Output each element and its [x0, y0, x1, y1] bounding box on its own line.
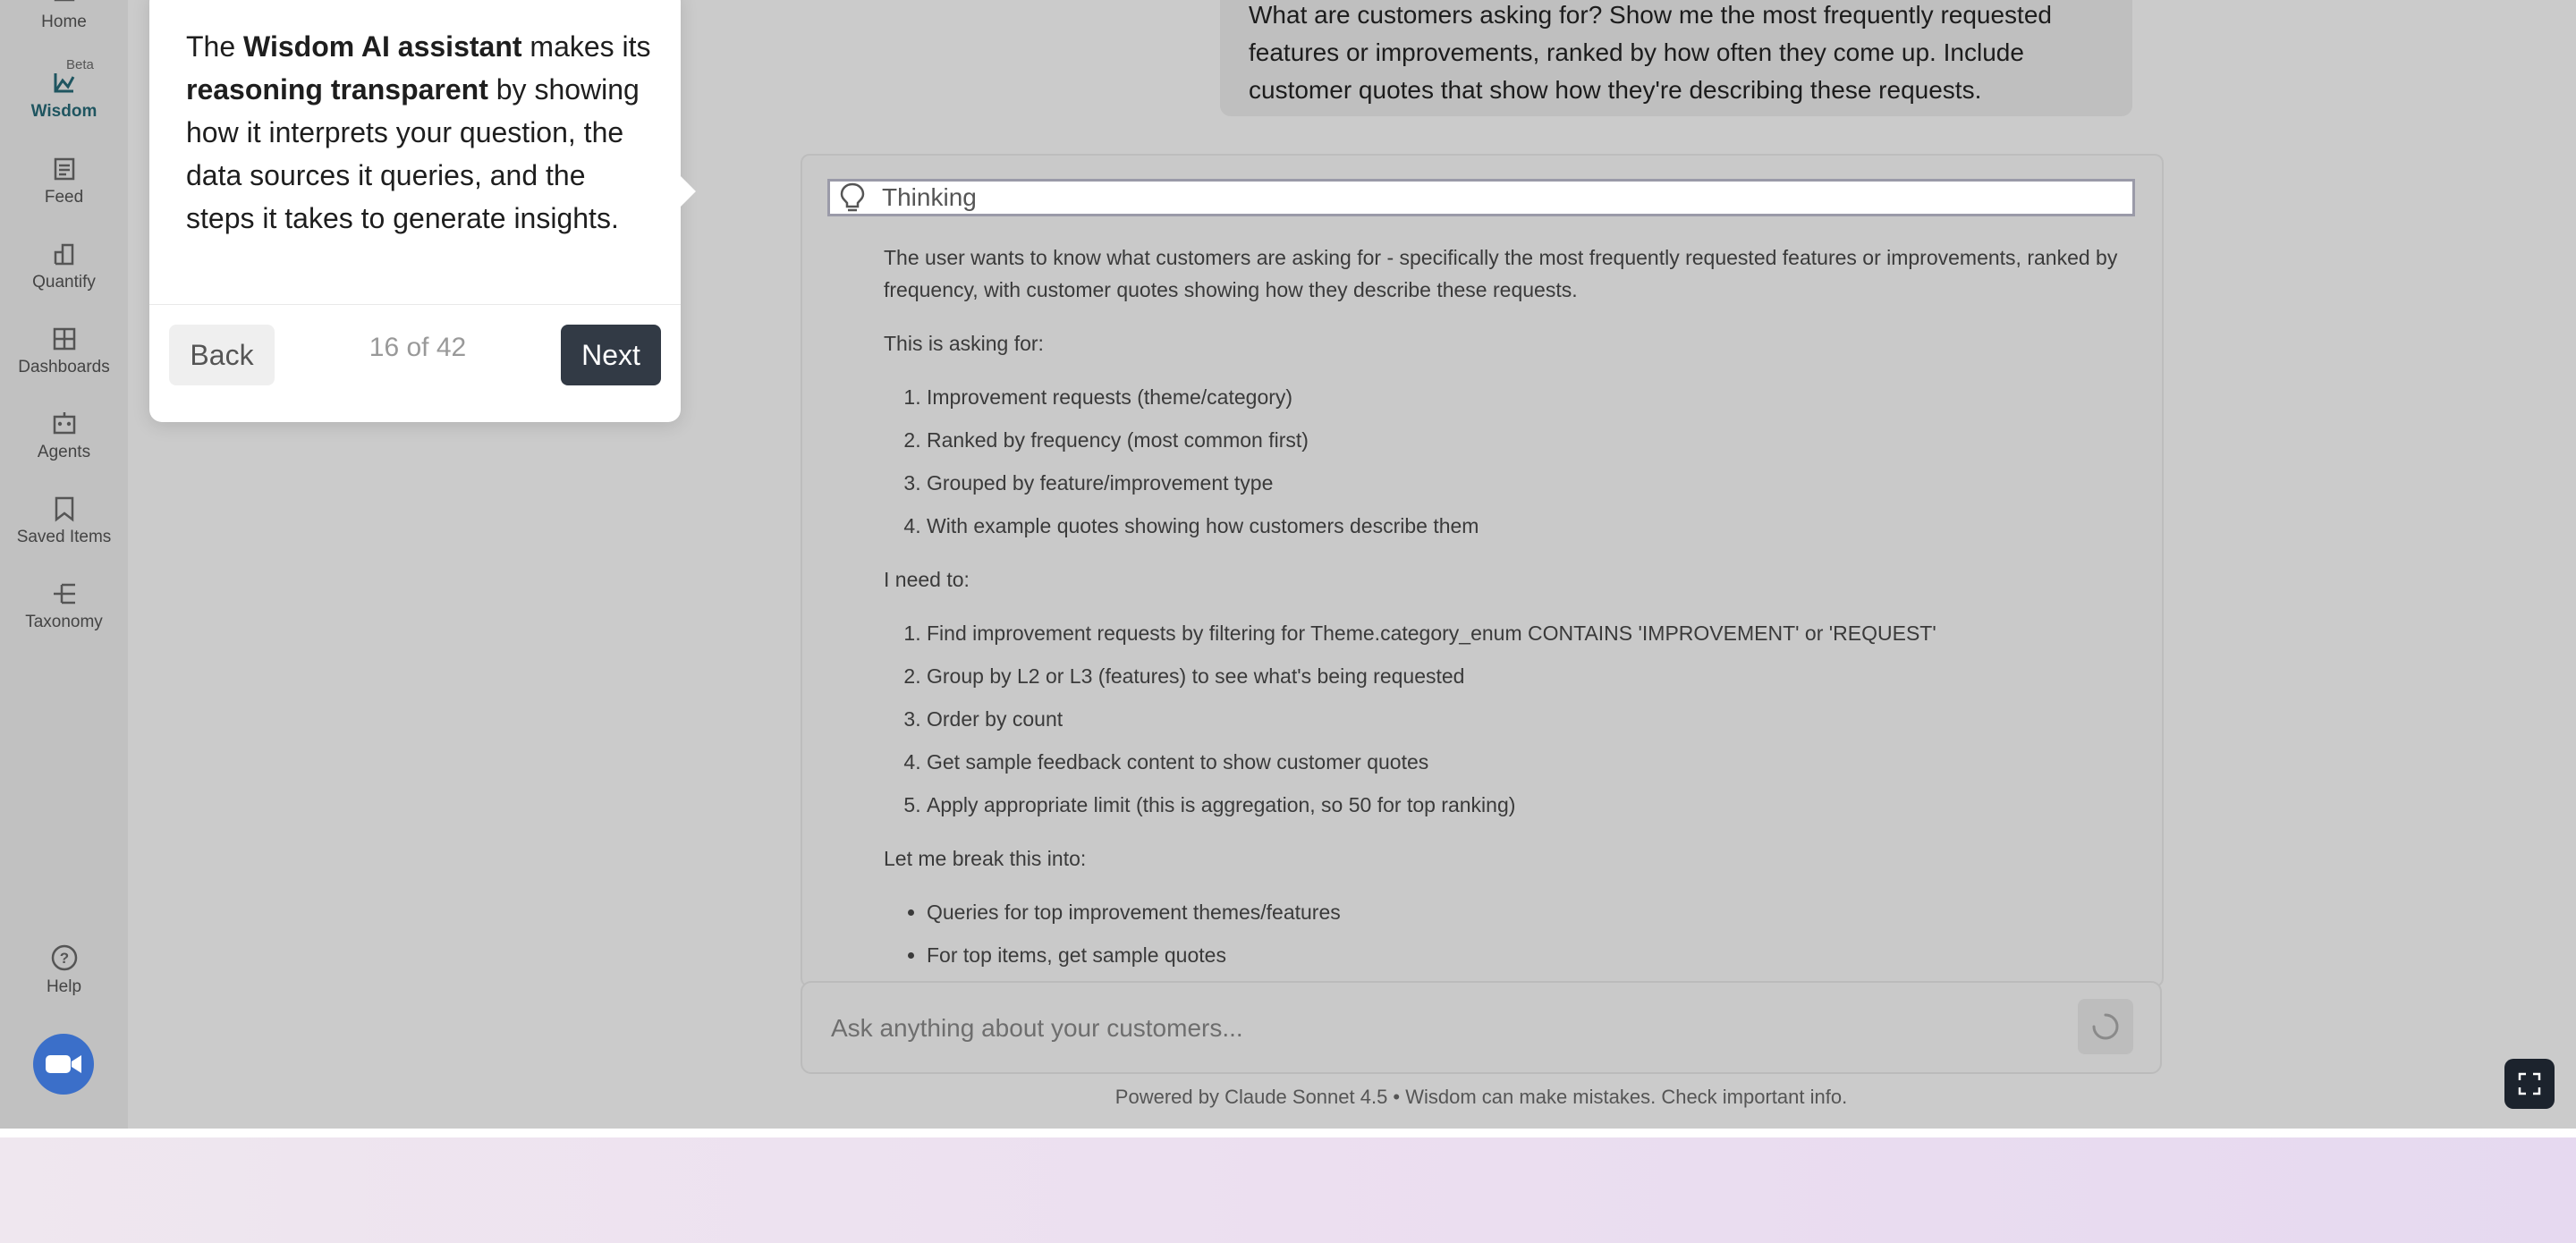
- tour-divider: [149, 304, 681, 305]
- disclaimer-footer: Powered by Claude Sonnet 4.5 • Wisdom can make mistakes. Check important info.: [1114, 1086, 1848, 1108]
- sidebar-item-label: Agents: [37, 443, 91, 461]
- tour-text: [186, 25, 651, 240]
- sidebar-item-quantify[interactable]: [0, 241, 128, 292]
- video-call-button[interactable]: [33, 1034, 94, 1095]
- sidebar-item-label: Taxonomy: [25, 613, 103, 631]
- list-item: 1. Improvement requests (theme/category): [927, 381, 2136, 413]
- list-item: 3. Order by count: [927, 703, 2136, 735]
- tour-text-bold: Wisdom AI assistant: [243, 30, 522, 63]
- asking-heading: This is asking for:: [884, 332, 1044, 355]
- thinking-panel: [801, 154, 2164, 987]
- send-button[interactable]: [2078, 999, 2133, 1054]
- beta-badge: Beta: [66, 57, 94, 72]
- chat-input[interactable]: [829, 1008, 2067, 1049]
- sidebar-item-label: Quantify: [32, 273, 96, 292]
- need-heading: I need to:: [884, 568, 970, 591]
- list-item: 5. Apply appropriate limit (this is aggregation, so 50 for top ranking): [927, 789, 2136, 821]
- list-item: • Queries for top improvement themes/features: [927, 896, 2136, 928]
- sidebar-item-label: Dashboards: [18, 358, 110, 376]
- loading-spinner-icon: [2090, 1011, 2121, 1042]
- list-item: 1. Find improvement requests by filtering for Theme.category_enum CONTAINS 'IMPROVEMENT' or 'REQUEST': [927, 617, 2136, 649]
- fullscreen-button[interactable]: [2504, 1059, 2555, 1109]
- sidebar-item-taxonomy[interactable]: [0, 580, 128, 632]
- list-item: 4. Get sample feedback content to show customer quotes: [927, 746, 2136, 778]
- list-item: 4. With example quotes showing how customers describe them: [927, 510, 2136, 542]
- sidebar-item-agents[interactable]: [0, 410, 128, 462]
- taxonomy-icon: [51, 580, 78, 607]
- sidebar: [0, 0, 128, 1129]
- expand-icon: [2518, 1072, 2541, 1095]
- break-heading: Let me break this into:: [884, 847, 1087, 870]
- sidebar-item-home[interactable]: [0, 0, 128, 32]
- thinking-content: [884, 241, 2136, 987]
- sidebar-item-dashboards[interactable]: [0, 326, 128, 377]
- user-message: What are customers asking for? Show me the most frequently requested features or improvements, ranked by how often they come up. Include customer quotes that show how they're describing these requests.: [1220, 0, 2132, 116]
- video-camera-icon: [44, 1052, 83, 1077]
- sidebar-item-label: Feed: [44, 188, 84, 207]
- lightbulb-icon: [837, 182, 868, 214]
- desktop-background: [0, 1129, 2576, 1243]
- tour-text-part: makes its: [521, 30, 651, 63]
- sidebar-item-label: Wisdom: [30, 102, 97, 121]
- break-list: [884, 896, 2136, 971]
- chat-input-box: [801, 981, 2162, 1074]
- help-icon: [50, 943, 79, 972]
- thinking-intro: The user wants to know what customers are asking for - specifically the most frequently requested features or improvements, ranked by frequency, with customer quotes showing how they describe these requests.: [884, 246, 2118, 301]
- sidebar-item-wisdom[interactable]: [0, 70, 128, 122]
- sidebar-item-help[interactable]: [0, 943, 128, 997]
- sidebar-item-feed[interactable]: [0, 156, 128, 207]
- svg-text:?: ?: [59, 950, 69, 967]
- tour-text-part: The: [186, 30, 244, 63]
- sidebar-item-saved-items[interactable]: [0, 495, 128, 547]
- feed-icon: [51, 156, 78, 182]
- sidebar-item-label: Saved Items: [16, 528, 112, 546]
- list-item: • For top items, get sample quotes: [927, 939, 2136, 971]
- quantify-icon: [51, 241, 78, 267]
- tour-text-bold: reasoning transparent: [186, 73, 488, 106]
- help-label: Help: [46, 977, 82, 996]
- thinking-toggle[interactable]: [827, 179, 2135, 216]
- tour-text-part: by showing how it interprets your question, the data sources it queries, and the steps it takes to generate insights.: [186, 73, 640, 234]
- wisdom-icon: [51, 70, 78, 97]
- agents-icon: [51, 410, 78, 437]
- asking-list: [884, 381, 2136, 542]
- list-item: 2. Group by L2 or L3 (features) to see what's being requested: [927, 660, 2136, 692]
- onboarding-tour-popover: [149, 0, 681, 422]
- list-item: 3. Grouped by feature/improvement type: [927, 467, 2136, 499]
- tour-next-button[interactable]: Next: [561, 325, 661, 385]
- tour-back-button[interactable]: Back: [169, 325, 275, 385]
- need-list: [884, 617, 2136, 821]
- list-item: 2. Ranked by frequency (most common first): [927, 424, 2136, 456]
- home-icon: [51, 0, 78, 7]
- thinking-title: Thinking: [882, 183, 977, 211]
- sidebar-item-label: Home: [41, 13, 87, 31]
- bookmark-icon: [51, 495, 78, 522]
- dashboards-icon: [51, 326, 78, 352]
- tour-progress: 16 of 42: [369, 333, 467, 362]
